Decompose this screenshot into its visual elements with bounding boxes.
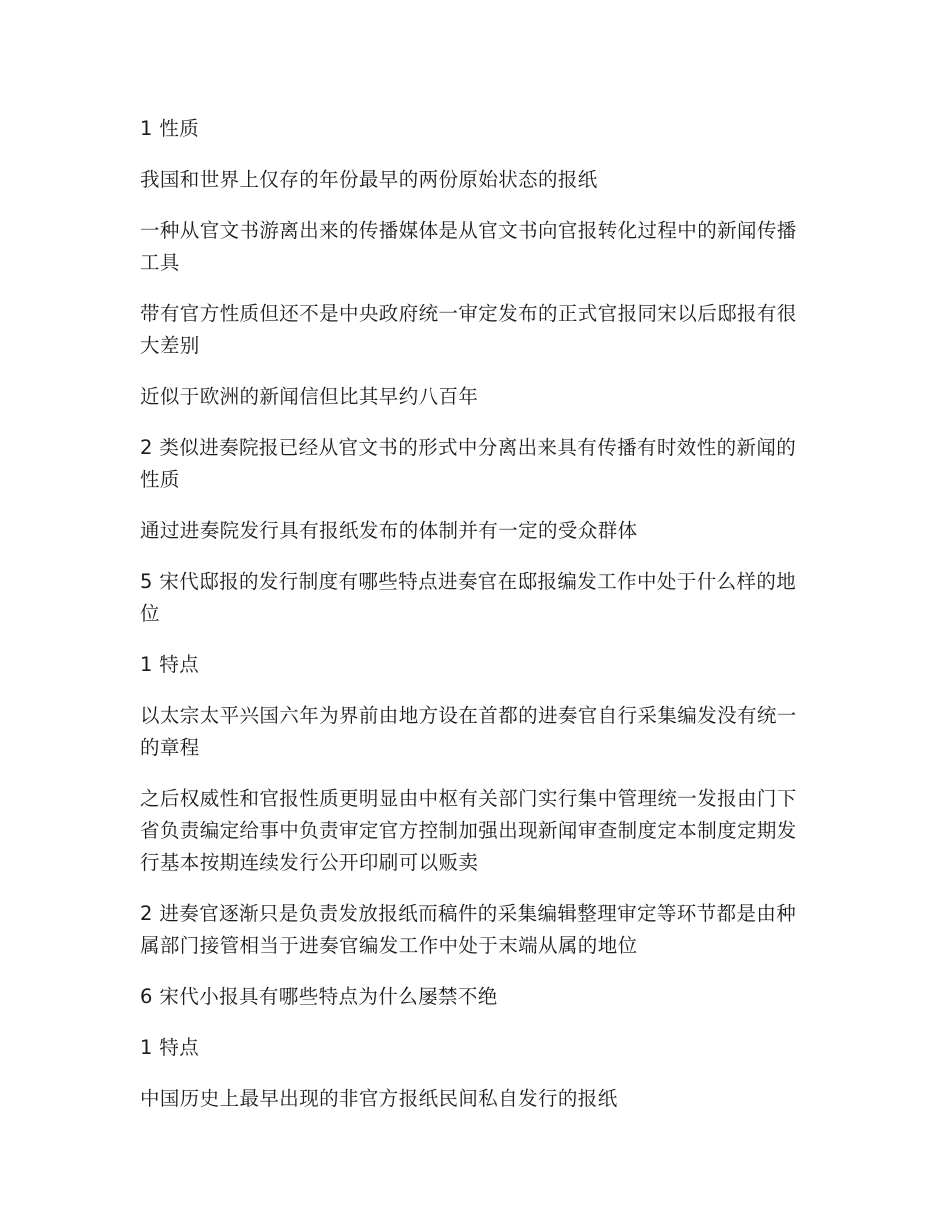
body-paragraph: 中国历史上最早出现的非官方报纸民间私自发行的报纸 [140, 1087, 618, 1110]
body-paragraph: 我国和世界上仅存的年份最早的两份原始状态的报纸 [140, 168, 598, 191]
section-heading: 1 特点 [140, 1036, 200, 1059]
body-paragraph: 带有官方性质但还不是中央政府统一审定发布的正式官报同宋以后邸报有很大差别 [140, 302, 797, 357]
body-paragraph: 一种从官文书游离出来的传播媒体是从官文书向官报转化过程中的新闻传播工具 [140, 219, 797, 274]
section-heading: 1 性质 [140, 117, 200, 140]
body-paragraph: 2 进奏官逐渐只是负责发放报纸而稿件的采集编辑整理审定等环节都是由种属部门接管相当于进奏官编发工作中处于末端从属的地位 [140, 902, 797, 957]
document-body [140, 113, 812, 1134]
question-heading: 5 宋代邸报的发行制度有哪些特点进奏官在邸报编发工作中处于什么样的地位 [140, 570, 797, 625]
body-paragraph: 近似于欧洲的新闻信但比其早约八百年 [140, 385, 479, 408]
body-paragraph: 之后权威性和官报性质更明显由中枢有关部门实行集中管理统一发报由门下省负责编定给事中负责审定官方控制加强出现新闻审查制度定本制度定期发行基本按期连续发行公开印刷可以贩卖 [140, 787, 797, 874]
body-paragraph: 通过进奏院发行具有报纸发布的体制并有一定的受众群体 [140, 519, 638, 542]
body-paragraph: 以太宗太平兴国六年为界前由地方设在首都的进奏官自行采集编发没有统一的章程 [140, 704, 797, 759]
section-heading: 1 特点 [140, 653, 200, 676]
body-paragraph: 2 类似进奏院报已经从官文书的形式中分离出来具有传播有时效性的新闻的性质 [140, 436, 797, 491]
question-heading: 6 宋代小报具有哪些特点为什么屡禁不绝 [140, 985, 498, 1008]
